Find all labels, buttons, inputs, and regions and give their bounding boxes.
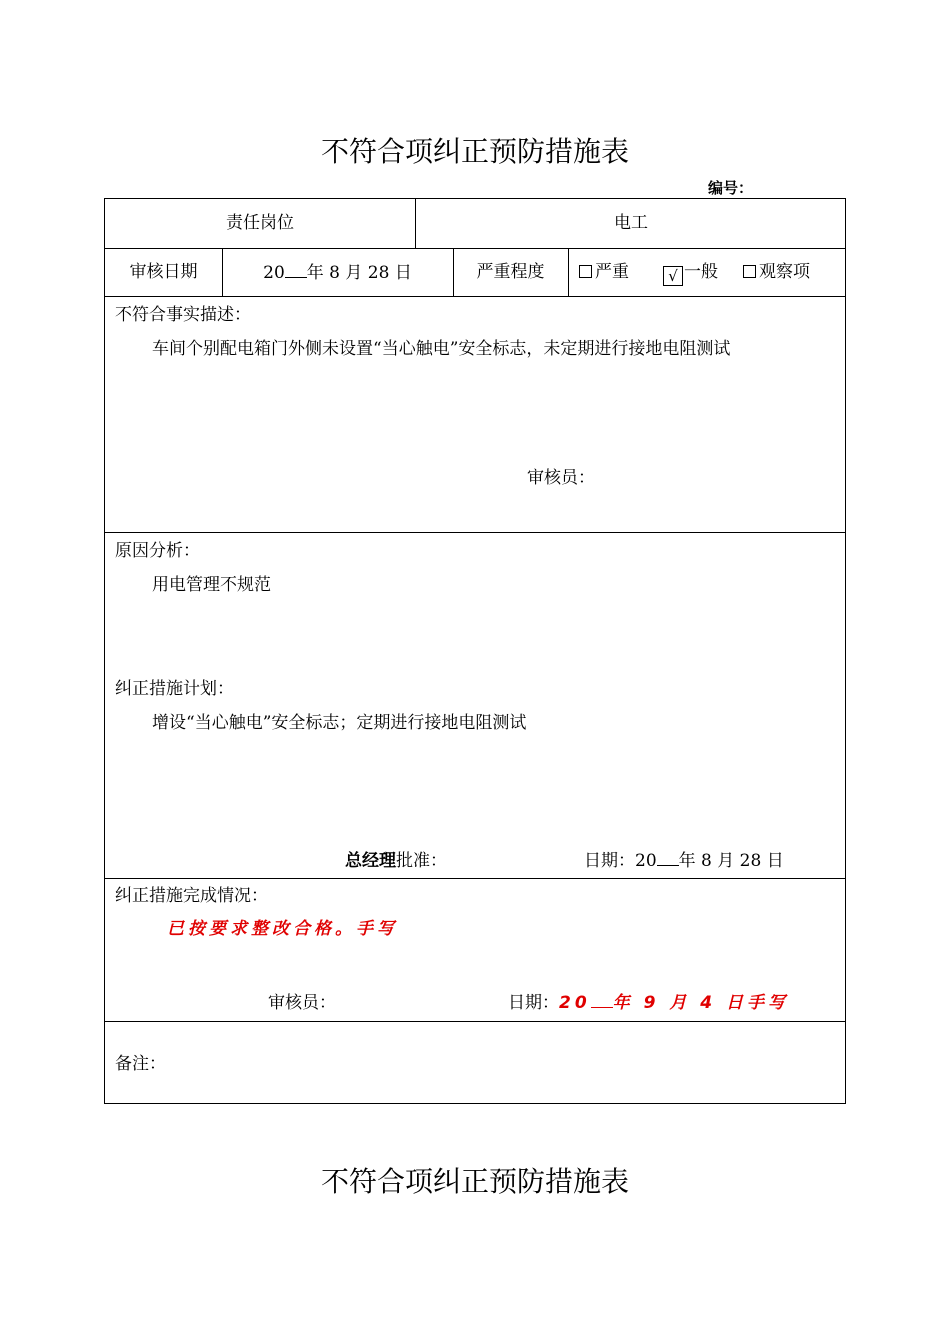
audit-date-label: 审核日期 (129, 262, 198, 282)
row-divider (105, 532, 845, 533)
completion-handwritten-text: 已按要求整改合格。手写 (167, 919, 398, 939)
row-divider (105, 878, 845, 879)
corrective-action-form (104, 198, 846, 1104)
plan-date-label: 日期： (584, 851, 635, 871)
year-blank (591, 993, 613, 1008)
option-label: 一般 (684, 262, 718, 282)
position-value: 电工 (614, 213, 648, 233)
audit-date-year-prefix: 20 (263, 263, 285, 283)
column-divider (568, 248, 569, 296)
severity-label: 严重程度 (476, 262, 545, 282)
position-label: 责任岗位 (226, 213, 294, 233)
remarks-label: 备注： (115, 1054, 166, 1074)
plan-date (584, 846, 784, 871)
severity-option-serious[interactable] (579, 257, 629, 282)
option-label: 观察项 (759, 262, 810, 282)
fact-description-text: 车间个别配电箱门外侧未设置“当心触电”安全标志，未定期进行接地电阻测试 (152, 339, 731, 359)
general-manager-label: 总经理 (345, 851, 396, 871)
severity-option-observation[interactable] (743, 257, 810, 282)
fact-auditor-label: 审核员： (527, 468, 595, 488)
corrective-plan-text: 增设“当心触电”安全标志；定期进行接地电阻测试 (152, 713, 527, 733)
year-blank (285, 263, 307, 278)
completion-date (508, 988, 789, 1013)
row-divider (105, 296, 845, 297)
completion-label: 纠正措施完成情况： (115, 886, 268, 906)
approval-label (345, 846, 447, 871)
checkbox-icon[interactable] (579, 265, 592, 278)
cause-analysis-text: 用电管理不规范 (152, 575, 271, 595)
row-divider (105, 248, 845, 249)
completion-date-rest: 年 9 月 4 日手写 (612, 993, 790, 1013)
cause-analysis-label: 原因分析： (115, 541, 200, 561)
form-title-next-page: 不符合项纠正预防措施表 (320, 1165, 629, 1198)
checkbox-icon[interactable] (743, 265, 756, 278)
severity-option-general[interactable] (663, 257, 718, 286)
plan-date-rest: 年 8 月 28 日 (678, 851, 784, 871)
checked-checkbox-icon[interactable]: √ (663, 266, 683, 286)
form-title: 不符合项纠正预防措施表 (320, 135, 629, 168)
plan-date-year-prefix: 20 (635, 851, 657, 871)
corrective-plan-label: 纠正措施计划： (115, 679, 234, 699)
audit-date-value (222, 258, 453, 283)
completion-date-label: 日期： (508, 993, 559, 1013)
approve-text: 批准： (396, 851, 447, 871)
completion-auditor-label: 审核员： (268, 993, 336, 1013)
fact-description-label: 不符合事实描述： (115, 305, 251, 325)
audit-date-rest: 年 8 月 28 日 (306, 263, 412, 283)
year-blank (657, 851, 679, 866)
option-label: 严重 (595, 262, 629, 282)
serial-number-label: 编号： (708, 179, 754, 197)
completion-date-year-prefix: 20 (559, 993, 591, 1013)
row-divider (105, 1021, 845, 1022)
